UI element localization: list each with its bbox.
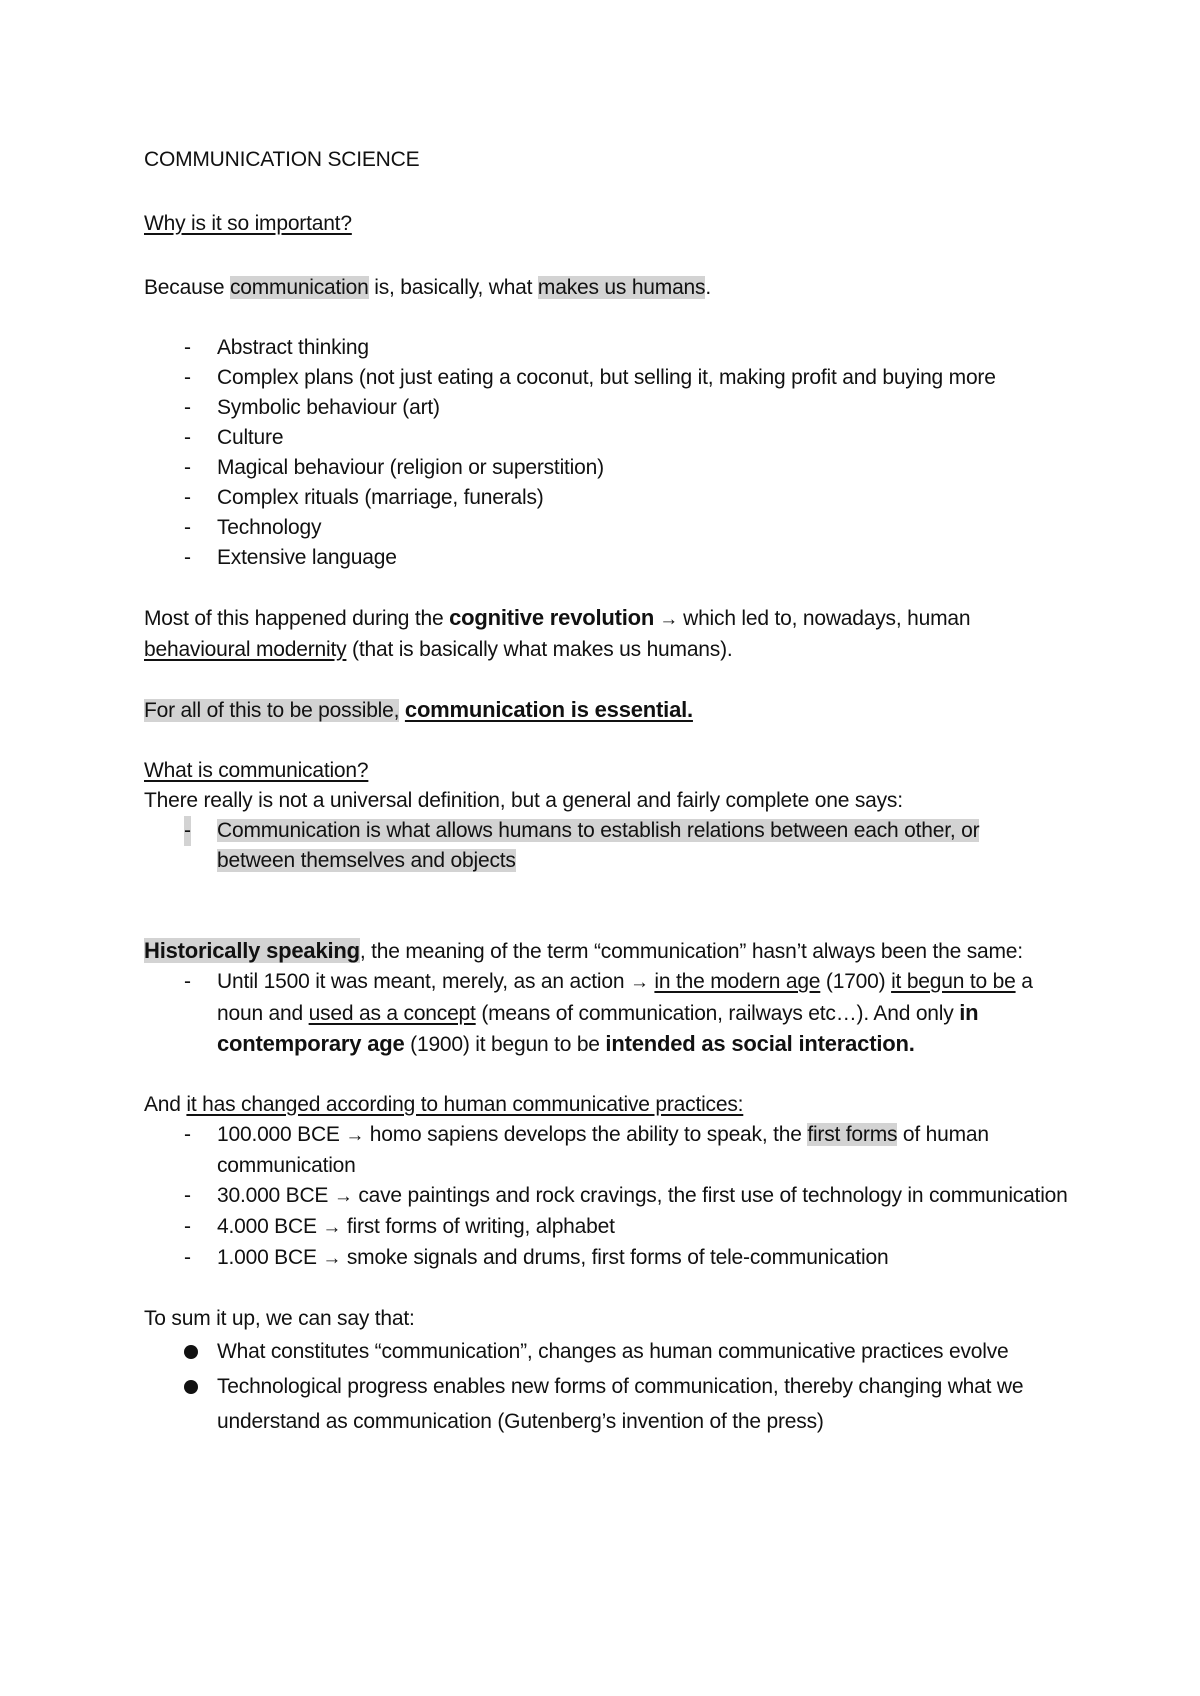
list-item-text: a noun and: [217, 970, 1033, 1025]
definition-highlight: Communication is what allows humans to establish relations between each other, or: [217, 819, 980, 842]
timeline-date: 100.000 BCE: [217, 1123, 346, 1146]
list-item-text: (1900) it begun to be: [404, 1033, 606, 1056]
arrow-icon: →: [322, 1217, 342, 1238]
list-item-text: Until 1500 it was meant, merely, as an action: [217, 970, 630, 993]
paragraph-text: Most of this happened during the: [144, 607, 450, 630]
highlight-historically-speaking: Historically speaking: [144, 938, 360, 963]
list-item-text: Culture: [217, 426, 284, 449]
dash-bullet: -: [184, 546, 191, 569]
intro-text: is, basically, what: [368, 276, 538, 299]
timeline-item: [144, 1120, 1080, 1181]
list-item: [144, 543, 1080, 573]
bold-cognitive-revolution: cognitive revolution: [449, 605, 655, 630]
sum-up-paragraph: To sum it up, we can say that:: [144, 1307, 415, 1330]
essential-paragraph: [144, 695, 1080, 726]
bullet-dot-icon: [184, 1380, 198, 1394]
list-item-text: Technological progress enables new forms of communication, thereby changing what we understand as communication (Gutenberg’s invention of the press): [217, 1375, 1024, 1433]
paragraph-text: And: [144, 1093, 187, 1116]
list-item-text: Complex rituals (marriage, funerals): [217, 486, 544, 509]
traits-list: [144, 333, 1080, 573]
dash-bullet: -: [184, 1184, 191, 1207]
underline-used-as-concept: used as a concept: [308, 1002, 476, 1025]
dash-bullet: -: [184, 970, 191, 993]
highlight-first-forms: first forms: [807, 1123, 898, 1146]
dash-bullet: -: [184, 486, 191, 509]
list-item: [144, 513, 1080, 543]
intro-text: .: [705, 276, 711, 299]
timeline-text: cave paintings and rock cravings, the first use of technology in communication: [352, 1184, 1068, 1207]
definition-list: [144, 816, 1080, 876]
underline-practices: it has changed according to human communicative practices:: [186, 1093, 744, 1116]
dash-bullet: -: [184, 516, 191, 539]
definition-intro: There really is not a universal definition, but a general and fairly complete one says:: [144, 789, 903, 812]
list-item-text: (means of communication, railways etc…). And only: [475, 1002, 960, 1025]
cognitive-paragraph: [144, 603, 1080, 665]
list-item: [144, 483, 1080, 513]
list-item-text: What constitutes “communication”, changes as human communicative practices evolve: [217, 1340, 1009, 1363]
dash-bullet: -: [184, 816, 191, 846]
dash-bullet: -: [184, 1123, 191, 1146]
historically-paragraph: [144, 936, 1080, 967]
dash-bullet: -: [184, 1215, 191, 1238]
list-item: [144, 423, 1080, 453]
heading-what-is-communication: What is communication?: [144, 759, 369, 782]
list-item-text: Abstract thinking: [217, 336, 369, 359]
list-item: [144, 363, 1080, 393]
timeline-text: first forms of writing, alphabet: [341, 1215, 615, 1238]
paragraph-text: which led to, nowadays, human: [683, 607, 971, 630]
list-item-text: Complex plans (not just eating a coconut, but selling it, making profit and buying more: [217, 366, 996, 389]
paragraph-text: , the meaning of the term “communication” hasn’t always been the same:: [359, 940, 1023, 963]
list-item-text: Extensive language: [217, 546, 397, 569]
timeline-date: 1.000 BCE: [217, 1246, 323, 1269]
highlight-makes-us-humans: makes us humans: [537, 276, 706, 299]
definition-highlight: between themselves and objects: [217, 849, 516, 872]
timeline-text: homo sapiens develops the ability to speak, the: [364, 1123, 808, 1146]
practices-paragraph: [144, 1090, 1080, 1120]
dash-bullet: -: [184, 336, 191, 359]
heading-why-important: Why is it so important?: [144, 212, 352, 235]
list-item: [144, 1369, 1080, 1439]
list-item: [144, 1334, 1080, 1369]
timeline-item: [144, 1212, 1080, 1243]
timeline-date: 4.000 BCE: [217, 1215, 323, 1238]
bullet-dot-icon: [184, 1345, 198, 1359]
timeline-date: 30.000 BCE: [217, 1184, 334, 1207]
dash-bullet: -: [184, 396, 191, 419]
list-item: [144, 333, 1080, 363]
bold-social-interaction: intended as social interaction.: [605, 1031, 915, 1056]
conclusions-list: [144, 1334, 1080, 1439]
document-title: COMMUNICATION SCIENCE: [144, 148, 420, 171]
list-item-text: (1700): [820, 970, 892, 993]
arrow-icon: →: [654, 609, 684, 630]
dash-bullet: -: [184, 426, 191, 449]
arrow-icon: →: [333, 1186, 353, 1207]
list-item-text: Magical behaviour (religion or superstition): [217, 456, 604, 479]
bold-contemporary-age: in contemporary age: [217, 1000, 979, 1056]
dash-bullet: -: [184, 1246, 191, 1269]
dash-bullet: -: [184, 456, 191, 479]
intro-paragraph: [144, 273, 1080, 303]
underline-behavioural-modernity: behavioural modernity: [144, 638, 347, 661]
underline-it-begun: it begun to be: [891, 970, 1016, 993]
timeline-text: smoke signals and drums, first forms of tele-communication: [341, 1246, 889, 1269]
list-item-text: Technology: [217, 516, 322, 539]
list-item: [144, 967, 1080, 1060]
timeline-item: [144, 1181, 1080, 1212]
bold-communication-essential: communication is essential.: [404, 697, 693, 722]
history-list: [144, 967, 1080, 1060]
intro-text: Because: [144, 276, 230, 299]
list-item-text: Symbolic behaviour (art): [217, 396, 440, 419]
dash-bullet: -: [184, 366, 191, 389]
arrow-icon: →: [629, 972, 649, 993]
list-item: [144, 453, 1080, 483]
list-item: [144, 393, 1080, 423]
timeline-item: [144, 1243, 1080, 1274]
arrow-icon: →: [345, 1125, 365, 1146]
underline-modern-age: in the modern age: [654, 970, 821, 993]
arrow-icon: →: [322, 1248, 342, 1269]
timeline-text: of human communication: [217, 1123, 989, 1177]
timeline-list: [144, 1120, 1080, 1274]
highlight-for-all: For all of this to be possible,: [144, 699, 400, 722]
highlight-communication: communication: [229, 276, 369, 299]
paragraph-text: (that is basically what makes us humans).: [346, 638, 733, 661]
list-item: [144, 816, 1080, 876]
